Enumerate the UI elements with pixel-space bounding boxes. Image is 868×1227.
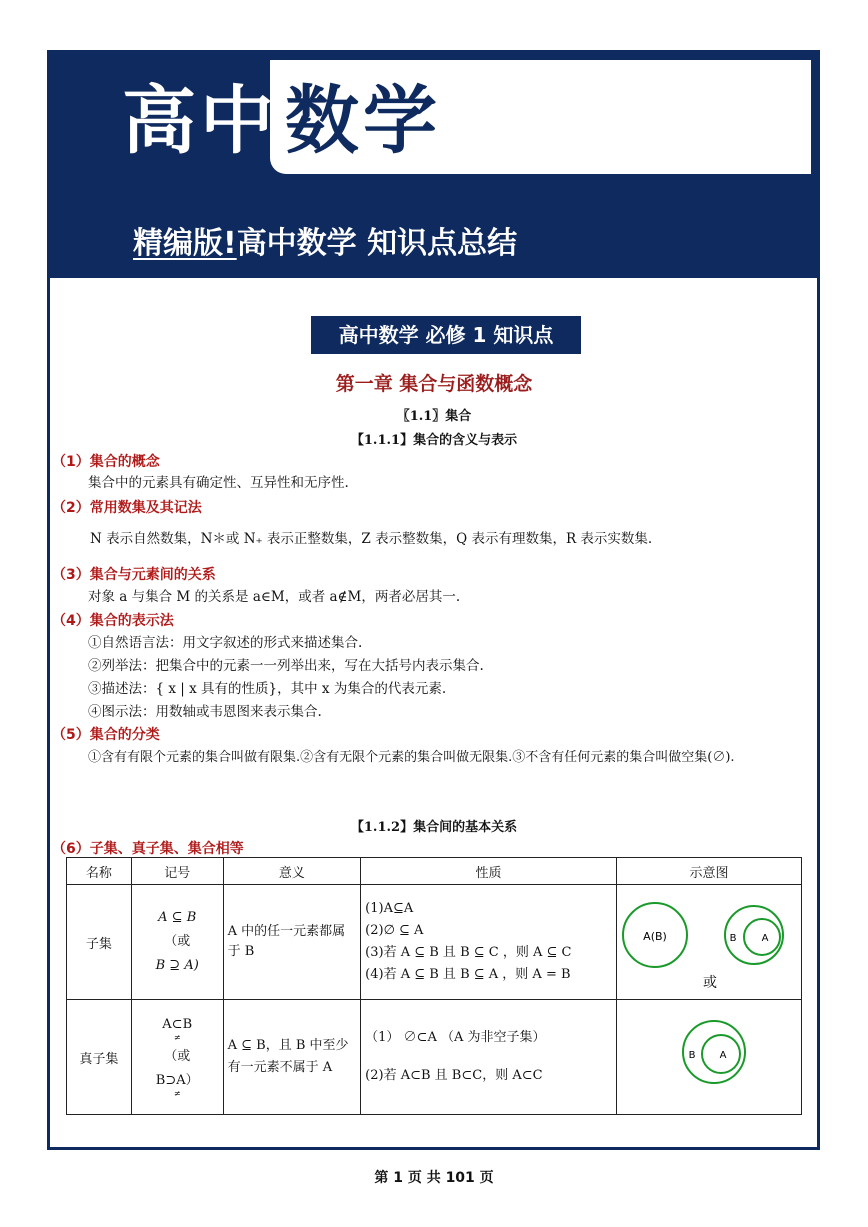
notation-line: （或 <box>164 934 191 949</box>
title-left: 高中 <box>122 78 278 164</box>
para-1: 集合中的元素具有确定性、互异性和无序性. <box>88 475 349 491</box>
venn-subset-diagram <box>617 885 800 995</box>
header-notation: 记号 <box>131 858 223 885</box>
venn-or-label: 或 <box>702 975 717 991</box>
header-diagram: 示意图 <box>616 858 801 885</box>
venn-label-ab: A(B) <box>643 930 667 943</box>
table-row <box>67 1000 802 1115</box>
para-3: 对象 a 与集合 M 的关系是 a∈M，或者 a∉M，两者必居其一. <box>88 589 461 605</box>
notation-line: A⊂B <box>162 1017 193 1032</box>
property-item: (4)若 A ⊆ B 且 B ⊆ A ，则 A = B <box>365 967 571 982</box>
venn-label-a: A <box>720 1050 727 1061</box>
header-meaning: 意义 <box>223 858 361 885</box>
venn-label-a: A <box>761 933 769 944</box>
section-1-1: 〖1.1〗集合 <box>396 409 472 424</box>
property-item: (1)A⊆A <box>365 901 414 916</box>
page-footer: 第 1 页 共 101 页 <box>374 1170 494 1186</box>
property-item: (2)∅ ⊆ A <box>365 923 424 938</box>
notation-line: B⊃A） <box>155 1073 199 1088</box>
para-4-2: ②列举法：把集合中的元素一一列举出来，写在大括号内表示集合. <box>88 658 484 674</box>
notation-line: B ⊇ A) <box>155 958 199 973</box>
property-item: (3)若 A ⊆ B 且 B ⊆ C ，则 A ⊆ C <box>365 945 572 960</box>
volume-title: 高中数学 必修 1 知识点 <box>311 316 581 354</box>
heading-2: （2）常用数集及其记法 <box>52 500 202 516</box>
subset-table <box>66 857 802 1115</box>
para-4-3: ③描述法：{ x | x 具有的性质}，其中 x 为集合的代表元素. <box>88 681 447 697</box>
notation-line: （或 <box>164 1049 191 1064</box>
title-right: 数学 <box>285 78 441 164</box>
venn-proper-subset-diagram <box>617 1000 800 1110</box>
row-notation <box>131 1000 223 1115</box>
heading-5: （5）集合的分类 <box>52 727 160 743</box>
row-meaning: A ⊆ B，且 B 中至少有一元素不属于 A <box>223 1000 361 1115</box>
neq-mark: ≠ <box>173 1089 181 1098</box>
row-properties <box>361 1000 617 1115</box>
venn-label-b: B <box>689 1050 696 1061</box>
property-item: (2)若 A⊂B 且 B⊂C，则 A⊂C <box>365 1068 543 1083</box>
row-name: 子集 <box>67 885 132 1000</box>
table-row <box>67 885 802 1000</box>
section-1-1-1: 【1.1.1】集合的含义与表示 <box>350 433 518 448</box>
chapter-title: 第一章 集合与函数概念 <box>335 373 533 395</box>
para-4-4: ④图示法：用数轴或韦恩图来表示集合. <box>88 704 322 720</box>
header-name: 名称 <box>67 858 132 885</box>
section-1-1-2: 【1.1.2】集合间的基本关系 <box>350 820 518 835</box>
para-5: ①含有有限个元素的集合叫做有限集.②含有无限个元素的集合叫做无限集.③不含有任何元素的集合叫做空集(∅). <box>88 750 735 765</box>
heading-4: （4）集合的表示法 <box>52 613 174 629</box>
table-header-row <box>67 858 802 885</box>
heading-1: （1）集合的概念 <box>52 454 160 470</box>
venn-label-b: B <box>729 933 737 944</box>
row-diagram <box>616 1000 801 1115</box>
row-meaning: A 中的任一元素都属于 B <box>223 885 361 1000</box>
property-item: （1） ∅⊂A （A 为非空子集） <box>365 1030 546 1045</box>
row-properties <box>361 885 617 1000</box>
heading-6: （6）子集、真子集、集合相等 <box>52 841 244 857</box>
row-notation <box>131 885 223 1000</box>
notation-line: A ⊆ B <box>158 910 197 925</box>
row-diagram <box>616 885 801 1000</box>
heading-3: （3）集合与元素间的关系 <box>52 567 216 583</box>
subtitle-underlined: 精编版! <box>133 226 237 261</box>
para-4-1: ①自然语言法：用文字叙述的形式来描述集合. <box>88 635 363 651</box>
subtitle-rest: 高中数学 知识点总结 <box>236 226 518 261</box>
para-2: N 表示自然数集，N＊或 N₊ 表示正整数集，Z 表示整数集，Q 表示有理数集，R 表示实数集. <box>90 531 653 547</box>
neq-mark: ≠ <box>173 1033 181 1042</box>
header-properties: 性质 <box>361 858 617 885</box>
row-name: 真子集 <box>67 1000 132 1115</box>
